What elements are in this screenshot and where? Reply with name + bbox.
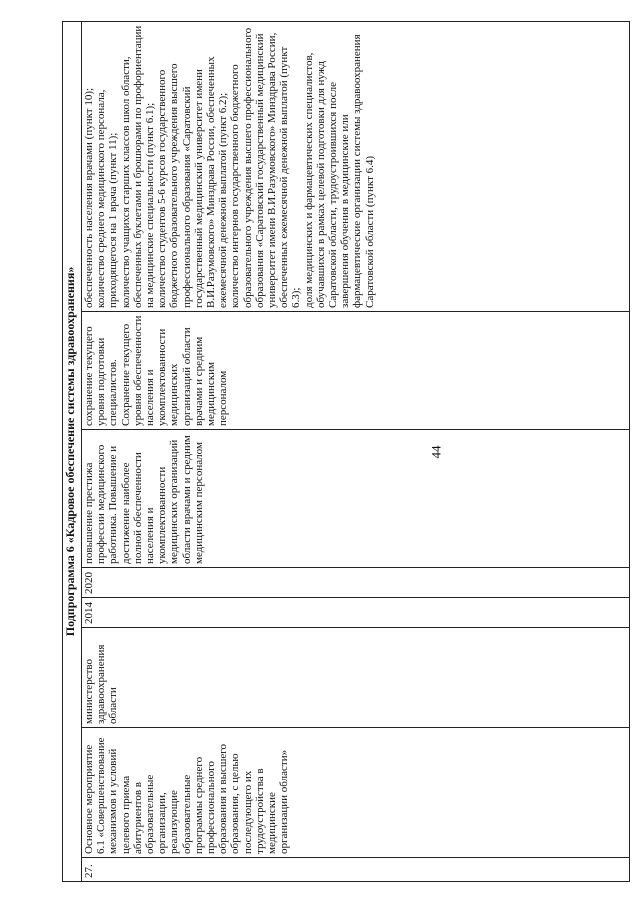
row-number: 27. [82, 858, 630, 882]
page-number: 44 [428, 445, 444, 459]
end-year-cell: 2020 [82, 568, 630, 598]
indicator-item: доля медицинских и фармацевтических специалистов, обучавшихся в рамках целевой подготовки для нужд Саратовской области, трудоустроившихся после завершения обучения в медицинские или фармацевтические организации системы здравоохранения Саратовской области (пункт 6.4) [302, 34, 376, 308]
indicator-item: количество студентов 5-6 курсов государственного бюджетного образовательного учреждения высшего профессионального образования «Саратовский государственный медицинский университет имени В.И.Разумовского» Минздрава России, обеспеченных ежемесячной денежной выплатой (пункт 6.2); [156, 56, 230, 308]
subprogram-header-row [63, 21, 82, 881]
executor-cell: министерство здравоохранения области [82, 628, 630, 728]
start-year-cell: 2014 [82, 598, 630, 628]
indicator-item: обеспеченность населения врачами (пункт 10); [83, 87, 95, 308]
subprogram-title: Подпрограмма 6 «Кадровое обеспечение системы здравоохранения» [63, 21, 82, 881]
activity-cell: Основное мероприятие 6.1 «Совершенствование механизмов и условий целевого приема абитуриентов в образовательные организации, реализующие образовательные программы среднего профессионального образования и высшего образования, с целью последующего их трудоустройства в медицинские организации области» [82, 728, 630, 858]
table-row [82, 21, 630, 881]
consequences-cell: сохранение текущего уровня подготовки специалистов. Сохранение текущего уровня обеспеченности населения и укомплектованности медицинских организаций области врачами и средним медицинским персоналом [82, 312, 630, 430]
rotated-table-sheet [62, 22, 629, 882]
expected-result-cell: повышение престижа профессии медицинского работника. Повышение и достижение наиболее полной обеспеченности населения и укомплектованности медицинских организаций области врачами и средним медицинским персоналом [82, 430, 630, 568]
indicator-item: количество среднего медицинского персонала, приходящегося на 1 врача (пункт 11); [95, 89, 120, 308]
indicator-item: количество учащихся старших классов школ области, обеспеченных буклетами и брошюрами по профориентации на медицинские специальности (пункт 6.1); [119, 25, 157, 308]
program-table [62, 21, 630, 882]
indicator-item: количество интернов государственного бюджетного образовательного учреждения высшего профессионального образования «Саратовский государственный медицинский университет имени В.И.Разумовского» Минздрава России, обеспеченных ежемесячной денежной выплатой (пункт 6.3); [229, 27, 303, 308]
indicators-cell [82, 21, 630, 311]
